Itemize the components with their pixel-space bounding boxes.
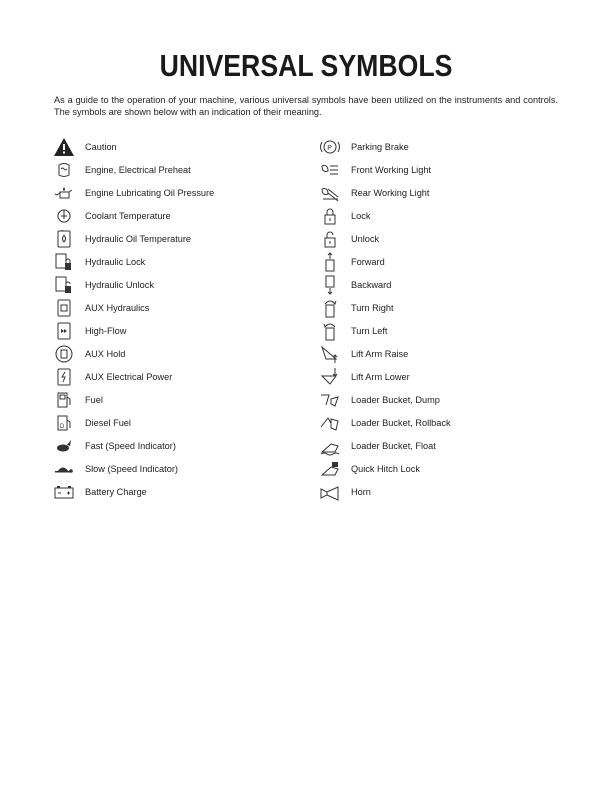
symbol-label: Coolant Temperature — [85, 211, 171, 221]
quick-hitch-icon — [319, 459, 341, 479]
symbol-label: Loader Bucket, Rollback — [351, 418, 451, 428]
symbol-label: Backward — [351, 280, 392, 290]
symbol-label: Unlock — [351, 234, 380, 244]
turn-left-icon — [319, 321, 341, 341]
symbol-label: Quick Hitch Lock — [351, 464, 420, 474]
lift-raise-icon — [319, 344, 341, 364]
diesel-fuel-icon — [53, 413, 75, 433]
symbol-label: Horn — [351, 487, 371, 497]
high-flow-icon — [53, 321, 75, 341]
lock-icon — [319, 206, 341, 226]
symbol-label: Battery Charge — [85, 487, 147, 497]
front-light-icon — [319, 160, 341, 180]
aux-hold-icon — [53, 344, 75, 364]
forward-icon — [319, 252, 341, 272]
bucket-dump-icon — [319, 390, 341, 410]
symbol-label: Rear Working Light — [351, 188, 430, 198]
rabbit-icon — [53, 436, 75, 456]
aux-hydraulics-icon — [53, 298, 75, 318]
lift-lower-icon — [319, 367, 341, 387]
symbol-label: Lift Arm Lower — [351, 372, 410, 382]
symbol-label: Turn Right — [351, 303, 394, 313]
hydraulic-unlock-icon — [53, 275, 75, 295]
symbol-label: AUX Hydraulics — [85, 303, 150, 313]
coolant-temp-icon — [53, 206, 75, 226]
oil-pressure-icon — [53, 183, 75, 203]
svg-text:P: P — [327, 145, 332, 152]
symbol-label: Fast (Speed Indicator) — [85, 441, 176, 451]
symbol-label: AUX Hold — [85, 349, 126, 359]
symbol-label: Engine Lubricating Oil Pressure — [85, 188, 215, 198]
backward-icon — [319, 275, 341, 295]
symbol-label: Slow (Speed Indicator) — [85, 464, 178, 474]
symbol-label: Loader Bucket, Dump — [351, 395, 440, 405]
intro-paragraph: As a guide to the operation of your machine, various universal symbols have been utilized on the instruments and controls. The symbols are shown below with an indication of their meaning. — [54, 95, 558, 117]
symbol-label: Forward — [351, 257, 385, 267]
aux-electrical-icon — [53, 367, 75, 387]
rear-light-icon — [319, 183, 341, 203]
parking-brake-icon — [319, 137, 341, 157]
symbol-label: Fuel — [85, 395, 103, 405]
symbol-label: Diesel Fuel — [85, 418, 131, 428]
symbol-label: Hydraulic Unlock — [85, 280, 154, 290]
symbol-label: Front Working Light — [351, 165, 432, 175]
page-title: UNIVERSAL SYMBOLS — [159, 48, 453, 83]
symbol-label: Hydraulic Oil Temperature — [85, 234, 192, 244]
symbol-label: High-Flow — [85, 326, 127, 336]
turn-right-icon — [319, 298, 341, 318]
horn-icon — [319, 482, 341, 502]
symbol-label: AUX Electrical Power — [85, 372, 173, 382]
fuel-icon — [53, 390, 75, 410]
battery-icon — [53, 482, 75, 502]
hydraulic-oil-temp-icon — [53, 229, 75, 249]
symbol-label: Lift Arm Raise — [351, 349, 409, 359]
svg-text:D: D — [60, 424, 65, 430]
symbol-label: Engine, Electrical Preheat — [85, 165, 191, 175]
hydraulic-lock-icon — [53, 252, 75, 272]
symbol-label: Parking Brake — [351, 142, 409, 152]
symbol-label: Loader Bucket, Float — [351, 441, 436, 451]
symbol-label: Lock — [351, 211, 371, 221]
preheat-icon — [53, 160, 75, 180]
symbol-label: Turn Left — [351, 326, 388, 336]
symbol-label: Hydraulic Lock — [85, 257, 146, 267]
symbol-label: Caution — [85, 142, 117, 152]
caution-icon — [53, 137, 75, 157]
unlock-icon — [319, 229, 341, 249]
bucket-rollback-icon — [319, 413, 341, 433]
bucket-float-icon — [319, 436, 341, 456]
turtle-icon — [53, 459, 75, 479]
